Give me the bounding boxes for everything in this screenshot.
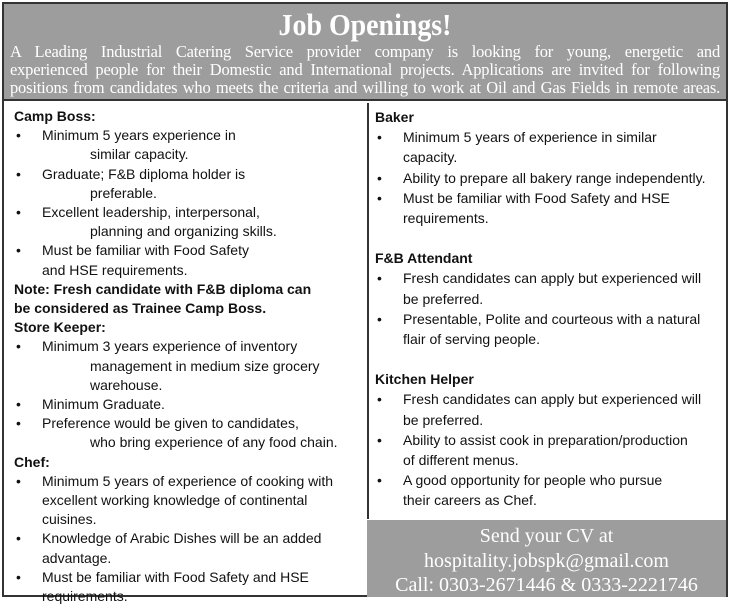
- bullet-icon: •: [16, 127, 21, 144]
- spacer: [369, 349, 726, 369]
- bullet-icon: •: [377, 189, 382, 206]
- item-line: management in medium size grocery: [90, 357, 320, 374]
- list-item: [369, 470, 726, 510]
- list-item: [8, 529, 365, 567]
- list-item: [8, 395, 365, 414]
- bullet-icon: •: [16, 472, 21, 489]
- left-column: [8, 103, 365, 606]
- item-line: Fresh candidates can apply but experienced will: [403, 391, 702, 408]
- item-line: Minimum Graduate.: [42, 396, 165, 413]
- note-line: Note: Fresh candidate with F&B diploma can: [14, 280, 312, 297]
- list-item: [369, 127, 726, 167]
- item-line: Minimum 5 years of experience in similar: [403, 129, 657, 146]
- note-text: [8, 280, 365, 318]
- list-item: [8, 337, 365, 395]
- bullet-icon: •: [16, 568, 21, 585]
- item-line: warehouse.: [90, 376, 163, 393]
- item-line: Ability to assist cook in preparation/production: [403, 431, 688, 448]
- bullet-icon: •: [16, 396, 21, 413]
- item-line: who bring experience of any food chain.: [90, 434, 338, 451]
- item-line: Preference would be given to candidates,: [42, 415, 299, 432]
- item-line: Must be familiar with Food Safety and HSE: [403, 189, 670, 206]
- item-line: Graduate; F&B diploma holder is: [42, 165, 246, 182]
- list-item: [8, 472, 365, 530]
- item-line: be preferred.: [403, 290, 484, 307]
- section-heading: Store Keeper:: [14, 319, 106, 336]
- header: [4, 4, 726, 101]
- item-line: excellent working knowledge of continental: [42, 492, 308, 509]
- item-line: their careers as Chef.: [403, 492, 537, 509]
- list-item: [8, 203, 365, 241]
- note-line: be considered as Trainee Camp Boss.: [14, 300, 267, 317]
- section-heading: Chef:: [14, 453, 50, 470]
- bullet-icon: •: [377, 391, 382, 408]
- intro-line: experienced people for their Domestic and International projects. Applications are invited for following: [10, 60, 720, 79]
- contact-phone: Call: 0303-2671446 & 0333-2221746: [395, 574, 698, 596]
- item-line: Fresh candidates can apply but experienced will: [403, 270, 702, 287]
- spacer: [369, 228, 726, 248]
- contact-intro: Send your CV at: [479, 525, 614, 547]
- list-item: [8, 126, 365, 164]
- list-item: [369, 430, 726, 470]
- item-line: cuisines.: [42, 511, 97, 528]
- page-title: Job Openings!: [278, 7, 452, 42]
- list-item: [369, 188, 726, 228]
- list-item: [369, 309, 726, 349]
- bullet-icon: •: [16, 165, 21, 182]
- item-line: Must be familiar with Food Safety: [42, 242, 249, 259]
- bullet-icon: •: [16, 415, 21, 432]
- item-line: of different menus.: [403, 452, 519, 469]
- item-line: requirements.: [403, 210, 489, 227]
- item-line: Must be familiar with Food Safety and HSE: [42, 568, 309, 585]
- item-line: Ability to prepare all bakery range independently.: [403, 169, 706, 186]
- bullet-icon: •: [377, 431, 382, 448]
- section-heading: Baker: [375, 109, 414, 125]
- intro-line: A Leading Industrial Catering Service provider company is looking for young, energetic and: [10, 42, 720, 61]
- list-item: [8, 241, 365, 279]
- item-line: flair of serving people.: [403, 331, 540, 348]
- list-item: [8, 568, 365, 606]
- item-line: A good opportunity for people who pursue: [403, 472, 663, 489]
- list-item: [369, 389, 726, 429]
- bullet-icon: •: [377, 169, 382, 186]
- bullet-icon: •: [16, 530, 21, 547]
- item-line: Minimum 5 years of experience of cooking with: [42, 472, 334, 489]
- bullet-icon: •: [16, 204, 21, 221]
- bullet-icon: •: [16, 338, 21, 355]
- item-line: Knowledge of Arabic Dishes will be an added: [42, 530, 322, 547]
- item-line: requirements.: [42, 588, 128, 605]
- item-line: preferable.: [90, 184, 157, 201]
- bullet-icon: •: [16, 242, 21, 259]
- list-item: [369, 268, 726, 308]
- list-item: [8, 414, 365, 452]
- item-line: similar capacity.: [90, 146, 189, 163]
- bullet-icon: •: [377, 270, 382, 287]
- job-ad: [2, 2, 728, 605]
- section-heading: Kitchen Helper: [375, 371, 474, 388]
- bullet-icon: •: [377, 129, 382, 146]
- intro-text: [4, 43, 726, 97]
- item-line: advantage.: [42, 549, 112, 566]
- item-line: Excellent leadership, interpersonal,: [42, 204, 260, 221]
- intro-line: positions from candidates who meets the criteria and willing to work at Oil and Gas Fields in remote areas.: [10, 78, 720, 97]
- item-line: capacity.: [403, 149, 458, 166]
- contact-box: [367, 520, 726, 597]
- contact-email[interactable]: hospitality.jobspk@gmail.com: [424, 549, 669, 572]
- item-line: planning and organizing skills.: [90, 223, 277, 240]
- list-item: [8, 165, 365, 203]
- right-column: [367, 103, 726, 519]
- bullet-icon: •: [377, 472, 382, 489]
- bullet-icon: •: [377, 310, 382, 327]
- item-line: and HSE requirements.: [42, 261, 188, 278]
- list-item: [369, 168, 726, 188]
- item-line: Presentable, Polite and courteous with a natural: [403, 310, 701, 327]
- section-heading: F&B Attendant: [375, 250, 473, 267]
- item-line: Minimum 5 years experience in: [42, 127, 236, 144]
- section-heading: Camp Boss:: [14, 108, 96, 124]
- item-line: be preferred.: [403, 411, 484, 428]
- item-line: Minimum 3 years experience of inventory: [42, 338, 298, 355]
